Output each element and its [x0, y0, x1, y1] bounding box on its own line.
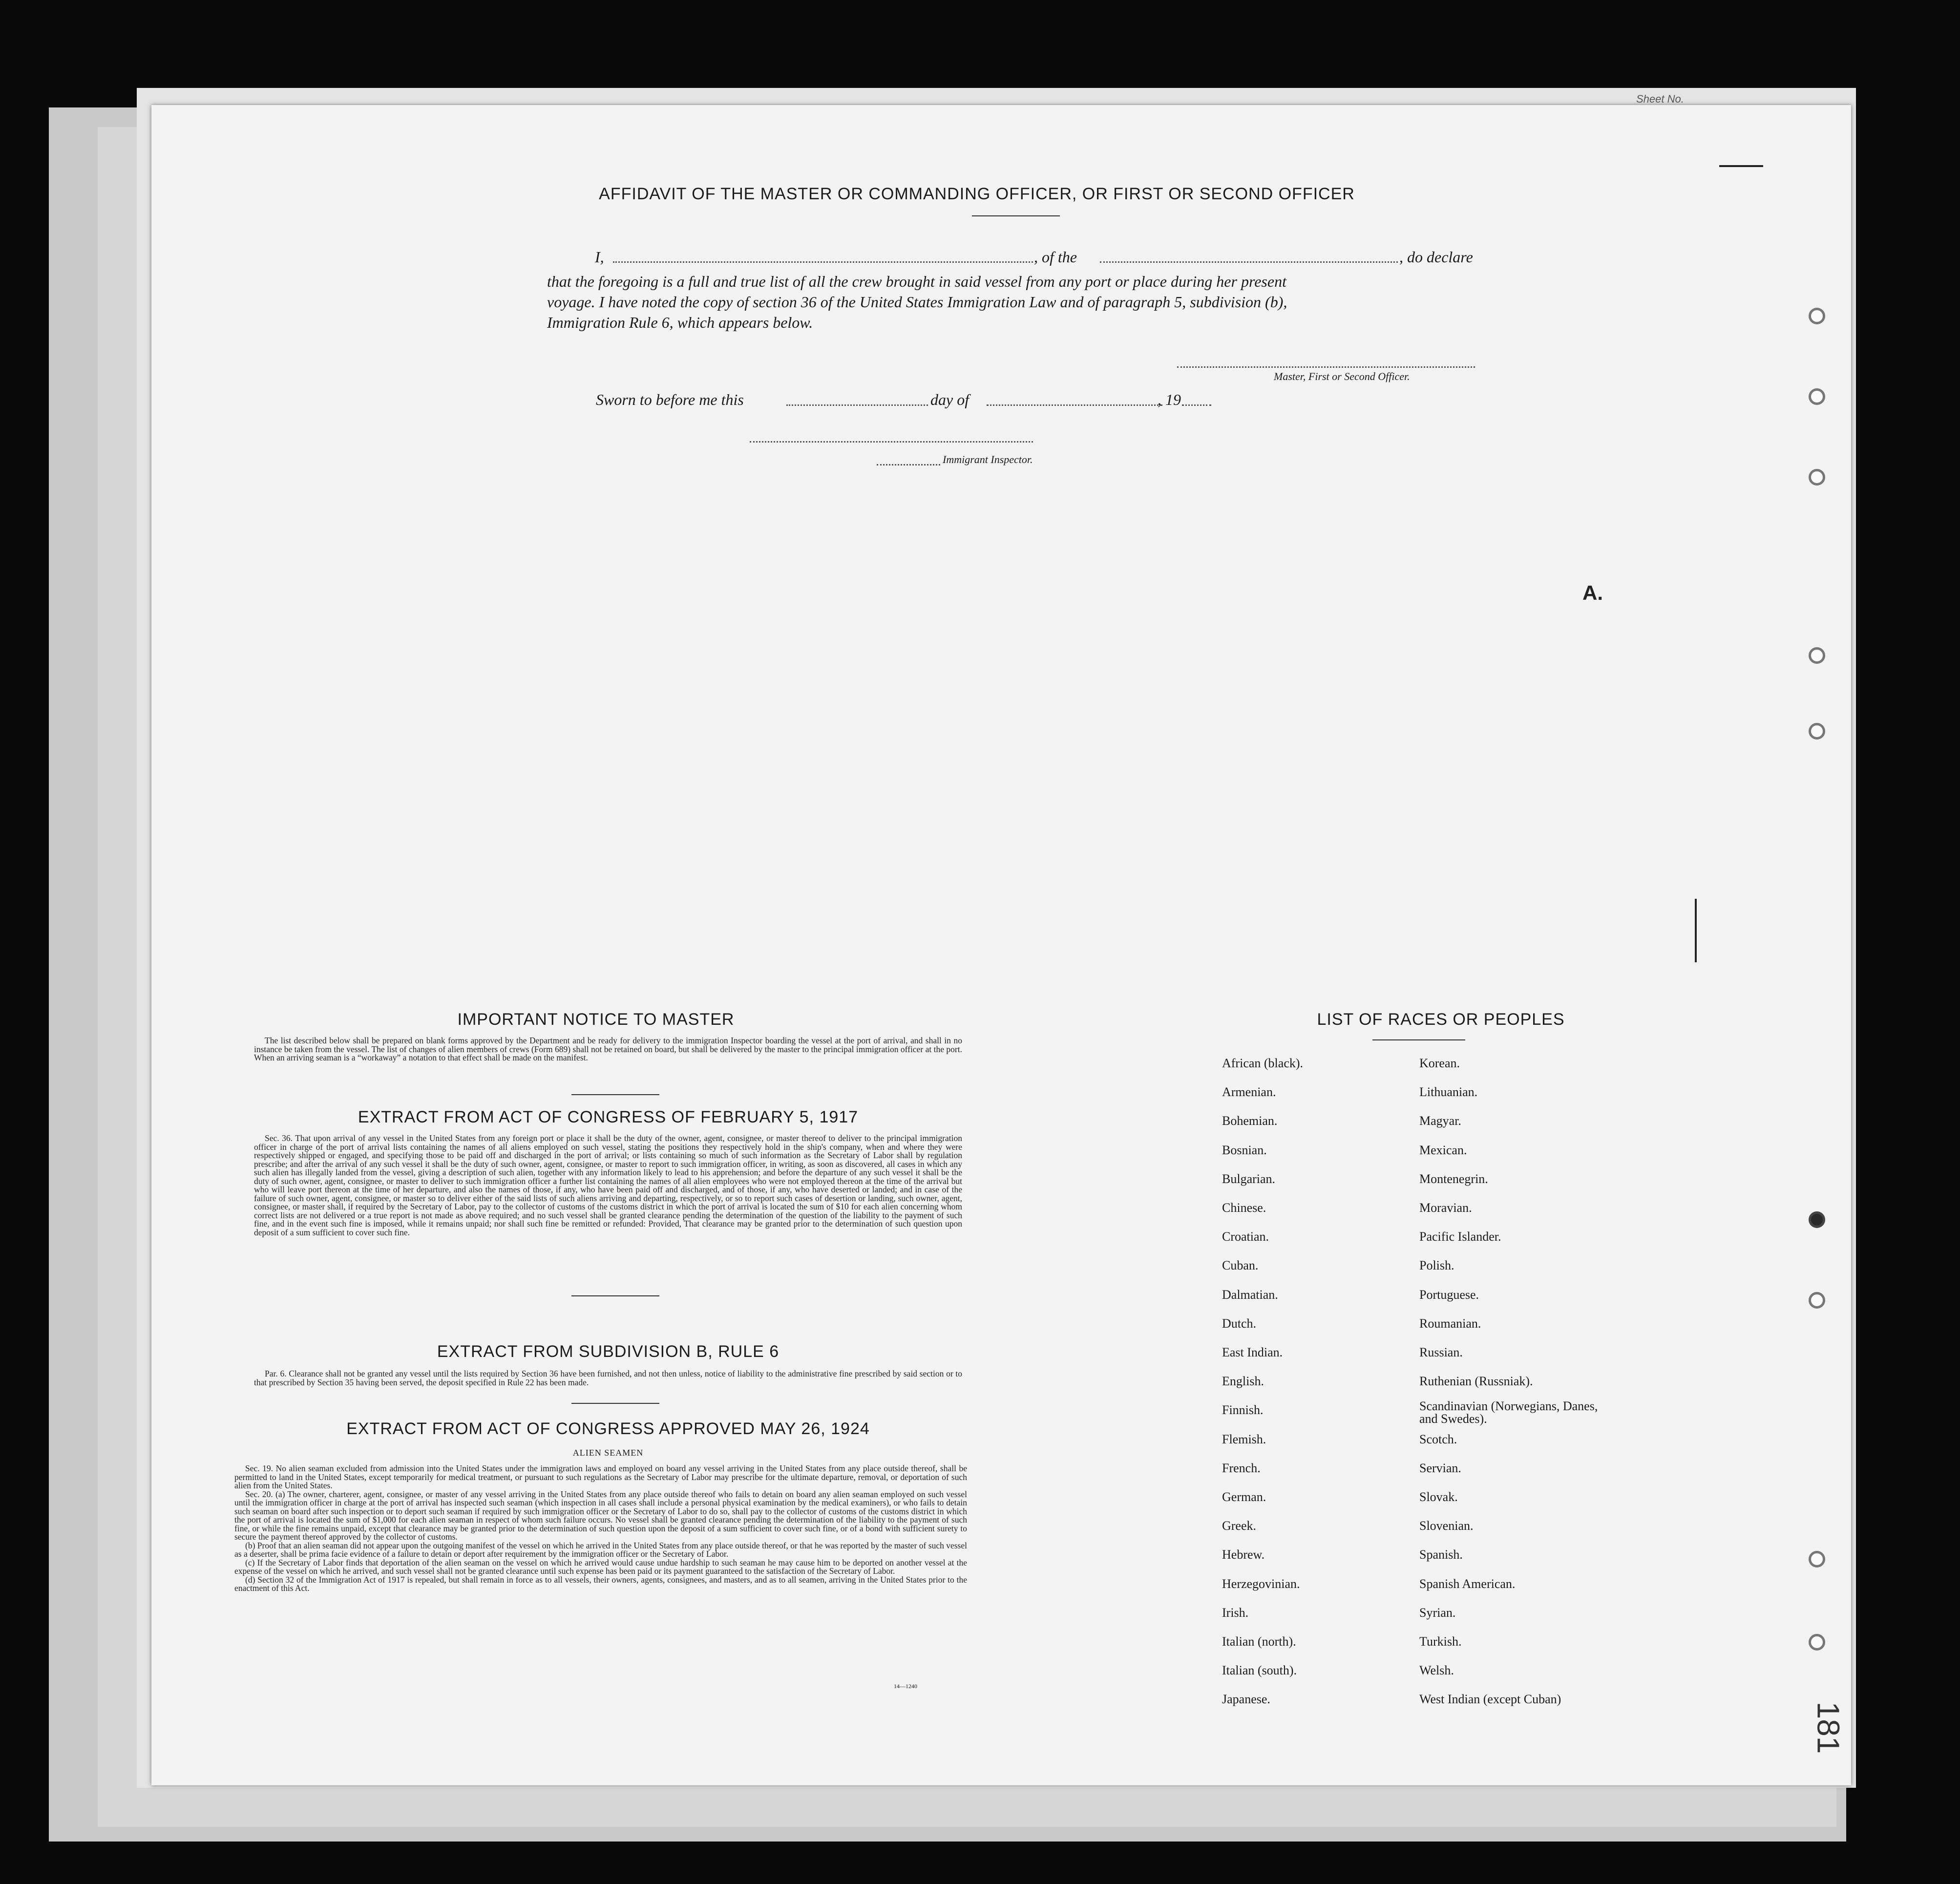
- race-item: Russian.: [1419, 1345, 1463, 1359]
- notice-text: The list described below shall be prepared on blank forms approved by the Department and be ready for delivery to the immigration Inspector boarding the vessel at the port of arrival, and shall in no instance be taken from the vessel. The list of changes of alien members of crews (Form 689) shall not be retained on board, but shall be delivered by the master to the principal immigration officer at the port. When an arriving seaman is a “workaway” a notation to that effect shall be made on the manifest.: [254, 1036, 962, 1062]
- punch-hole: [1809, 1551, 1825, 1567]
- punch-hole: [1809, 1634, 1825, 1651]
- race-item: Montenegrin.: [1419, 1171, 1488, 1186]
- punch-hole: [1809, 1211, 1825, 1228]
- sec20b-text: (b) Proof that an alien seaman did not appear upon the outgoing manifest of the vessel on which he arrived in the United States from any place outside thereof, or that he was reported by the master of such vessel as a deserter, shall be prima facie evidence of a failure to detain or deport after requirement by the immigration officer or the Secretary of Labor.: [234, 1540, 967, 1559]
- race-item: Spanish American.: [1419, 1576, 1516, 1591]
- extract-1917-text: Sec. 36. That upon arrival of any vessel in the United States from any foreign port or place it shall be the duty of the owner, agent, consignee, or master thereof to deliver to the principal immigration officer in charge of the port of arrival lists containing the names of all aliens employed on such vessel, stating the positions they respectively hold in the ship's company, when and where they were respectively shipped or engaged, and specifying those to be paid off and discharged in the port of arrival; or lists containing so much of such information as the Secretary of Labor shall by regulation prescribe; and after the arrival of any such vessel it shall be the duty of such owner, agent, consignee, or master to report to such immigration officer, in writing, as soon as discovered, all cases in which any such alien has illegally landed from the vessel, giving a description of such alien, together with any information likely to lead to his apprehension; and before the departure of any such vessel it shall be the duty of such owner, agent, consignee, or master to deliver to such immigration officer a further list containing the names of all alien employees who were not employed thereon at the time of the arrival but who will leave port thereon at the time of her departure, and also the names of those, if any, who have been paid off and discharged, and of those, if any, who have deserted or landed; and in case of the failure of such owner, agent, consignee, or master so to deliver either of the said lists of such aliens arriving and departing, respectively, or so to report such cases of desertion or landing, such owner, agent, consignee, or master shall, if required by the Secretary of Labor, pay to the collector of customs of the customs district in which the port of arrival is located the sum of $10 for each alien concerning whom correct lists are not delivered or a true report is not made as above required; and no such vessel shall be granted clearance pending the determination of the question of the liability to the payment of such fine, and in the event such fine is imposed, while it remains unpaid; nor shall such fine be remitted or refunded: Provided, That clearance may be granted prior to the determination of such question upon deposit of a sum sufficient to cover such fine.: [254, 1133, 962, 1237]
- handwritten-mark: A.: [1582, 581, 1603, 604]
- race-item: Lithuanian.: [1419, 1085, 1478, 1100]
- divider: [571, 1403, 659, 1404]
- rule6-body: [254, 1370, 962, 1387]
- month-blank: [987, 404, 1162, 406]
- punch-hole: [1809, 388, 1825, 405]
- race-item: African (black).: [1222, 1056, 1304, 1070]
- vessel-blank: [1100, 261, 1398, 263]
- race-item: Herzegovinian.: [1222, 1576, 1300, 1591]
- form-number: 14—1240: [894, 1683, 917, 1690]
- race-item: Moravian.: [1419, 1201, 1472, 1215]
- edge-mark: [1695, 899, 1697, 962]
- extract-1924-title: EXTRACT FROM ACT OF CONGRESS APPROVED MAY 26, 1924: [346, 1419, 870, 1438]
- year-blank: [1182, 404, 1211, 406]
- sec20d-text: (d) Section 32 of the Immigration Act of 1917 is repealed, but shall remain in force as to all vessels, their owners, agents, consignees, and masters, and as to all seamen, arriving in the United States prior to the enactment of this Act.: [234, 1574, 967, 1593]
- race-item: Flemish.: [1222, 1432, 1266, 1446]
- race-item: Bosnian.: [1222, 1143, 1267, 1157]
- divider: [571, 1295, 659, 1296]
- extract-1924-body: [234, 1464, 967, 1593]
- race-item: Spanish.: [1419, 1547, 1463, 1562]
- sec20c-text: (c) If the Secretary of Labor finds that deportation of the alien seaman on the vessel on which he arrived would cause undue hardship to such seaman he may cause him to be deported on another vessel at the expense of the vessel on which he arrived, and such vessel shall not be granted clearance until such expense has been paid or its payment guaranteed to the satisfaction of the Secretary of Labor.: [234, 1557, 967, 1576]
- punch-hole: [1809, 647, 1825, 664]
- signer-label: Master, First or Second Officer.: [1274, 370, 1410, 382]
- affidavit-title: AFFIDAVIT OF THE MASTER OR COMMANDING OFFICER, OR FIRST OR SECOND OFFICER: [599, 185, 1355, 203]
- race-item: Italian (north).: [1222, 1634, 1296, 1649]
- sec20a-text: Sec. 20. (a) The owner, charterer, agent, consignee, or master of any vessel arriving in the United States from any place outside thereof who fails to detain on board any alien seaman employed on such vessel until the immigration officer in charge at the port of arrival has inspected such seaman (which inspection in all cases shall include a personal physical examination by the medical examiners), or who fails to detain such seaman on board after such inspection or to deport such seaman if required by such immigration officer or the Secretary of Labor to do so, shall pay to the collector of customs of the customs district in which the port of arrival is located the sum of $1,000 for each alien seaman in respect of whom such failure occurs. No vessel shall be granted clearance pending the determination of the liability to the payment of such fine, or while the fine remains unpaid, except that clearance may be granted prior to the determination of such question upon the deposit of a sum sufficient to cover such fine, or of a bond with sufficient surety to secure the payment thereof approved by the collector of customs.: [234, 1489, 967, 1542]
- year-label: , 19: [1158, 391, 1181, 408]
- race-item: English.: [1222, 1374, 1264, 1389]
- divider: [972, 215, 1060, 216]
- affidavit-declare: , do declare: [1399, 248, 1473, 266]
- race-item: Finnish.: [1222, 1403, 1264, 1418]
- notice-title: IMPORTANT NOTICE TO MASTER: [457, 1010, 735, 1029]
- divider: [571, 1094, 659, 1095]
- race-item: Bohemian.: [1222, 1114, 1278, 1128]
- page-number: 181: [1811, 1701, 1846, 1754]
- punch-hole: [1809, 1292, 1825, 1309]
- race-item: Korean.: [1419, 1056, 1460, 1070]
- race-item: Turkish.: [1419, 1634, 1462, 1649]
- inspector-blank: [750, 441, 1033, 443]
- alien-seamen-subhead: ALIEN SEAMEN: [572, 1448, 644, 1458]
- race-item: Japanese.: [1222, 1692, 1270, 1707]
- name-blank: [613, 261, 1033, 263]
- race-item: Roumanian.: [1419, 1316, 1481, 1331]
- signature-blank: [1177, 366, 1475, 368]
- day-of-label: day of: [930, 391, 969, 408]
- race-item: Polish.: [1419, 1258, 1454, 1273]
- race-item: Bulgarian.: [1222, 1171, 1276, 1186]
- race-item: East Indian.: [1222, 1345, 1283, 1359]
- affidavit-line: voyage. I have noted the copy of section 36 of the United States Immigration Law and of paragraph 5, subdivision (b),: [547, 293, 1287, 311]
- sheet-number-label: Sheet No.: [1636, 93, 1684, 105]
- race-item: Dutch.: [1222, 1316, 1257, 1331]
- race-item: German.: [1222, 1490, 1266, 1504]
- race-item: Greek.: [1222, 1519, 1257, 1533]
- race-item: Irish.: [1222, 1605, 1249, 1620]
- divider: [1372, 1039, 1465, 1040]
- race-item: Croatian.: [1222, 1229, 1269, 1244]
- race-item: Cuban.: [1222, 1258, 1259, 1273]
- race-item: Magyar.: [1419, 1114, 1461, 1128]
- rule6-title: EXTRACT FROM SUBDIVISION B, RULE 6: [437, 1342, 780, 1361]
- punch-hole: [1809, 469, 1825, 486]
- race-item: French.: [1222, 1461, 1261, 1475]
- inspector-label: Immigrant Inspector.: [943, 453, 1033, 466]
- race-item: Italian (south).: [1222, 1663, 1297, 1678]
- race-item: Welsh.: [1419, 1663, 1454, 1678]
- day-blank: [786, 404, 928, 406]
- race-item: Portuguese.: [1419, 1287, 1479, 1302]
- race-item: Slovak.: [1419, 1490, 1458, 1504]
- affidavit-of-the: , of the: [1034, 248, 1077, 266]
- extract-1917-body: [254, 1134, 962, 1237]
- race-item: Mexican.: [1419, 1143, 1467, 1157]
- extract-1917-title: EXTRACT FROM ACT OF CONGRESS OF FEBRUARY 5, 1917: [358, 1108, 859, 1126]
- race-item: Servian.: [1419, 1461, 1461, 1475]
- race-item: Dalmatian.: [1222, 1287, 1278, 1302]
- inspector-blank: [877, 464, 940, 466]
- sworn-label: Sworn to before me this: [596, 391, 744, 408]
- race-item: West Indian (except Cuban): [1419, 1692, 1561, 1707]
- notice-body: [254, 1037, 962, 1062]
- affidavit-line: Immigration Rule 6, which appears below.: [547, 314, 813, 331]
- race-item: Scandinavian (Norwegians, Danes, and Swedes).: [1419, 1399, 1598, 1426]
- race-item: Hebrew.: [1222, 1547, 1265, 1562]
- rule6-text: Par. 6. Clearance shall not be granted any vessel until the lists required by Section 36 have been furnished, and not then unless, notice of liability to the administrative fine prescribed by said section or to that prescribed by Section 35 having been served, the deposit specified in Rule 22 has been made.: [254, 1369, 962, 1387]
- edge-mark: [1719, 165, 1763, 167]
- punch-hole: [1809, 308, 1825, 324]
- punch-hole: [1809, 723, 1825, 740]
- sec19-text: Sec. 19. No alien seaman excluded from admission into the United States under the immigration laws and employed on board any vessel arriving in the United States from any place outside thereof, shall be permitted to land in the United States, except temporarily for medical treatment, or pursuant to such regulations as the Secretary of Labor may prescribe for the ultimate departure, removal, or deportation of such alien from the United States.: [234, 1463, 967, 1490]
- race-item: Chinese.: [1222, 1201, 1266, 1215]
- races-title: LIST OF RACES OR PEOPLES: [1317, 1010, 1565, 1029]
- race-item: Pacific Islander.: [1419, 1229, 1501, 1244]
- race-item: Ruthenian (Russniak).: [1419, 1374, 1533, 1389]
- race-item: Slovenian.: [1419, 1519, 1474, 1533]
- affidavit-i: I,: [595, 248, 604, 266]
- affidavit-line: that the foregoing is a full and true list of all the crew brought in said vessel from any port or place during her present: [547, 273, 1286, 290]
- race-item: Scotch.: [1419, 1432, 1457, 1446]
- race-item: Syrian.: [1419, 1605, 1456, 1620]
- race-item: Armenian.: [1222, 1085, 1276, 1100]
